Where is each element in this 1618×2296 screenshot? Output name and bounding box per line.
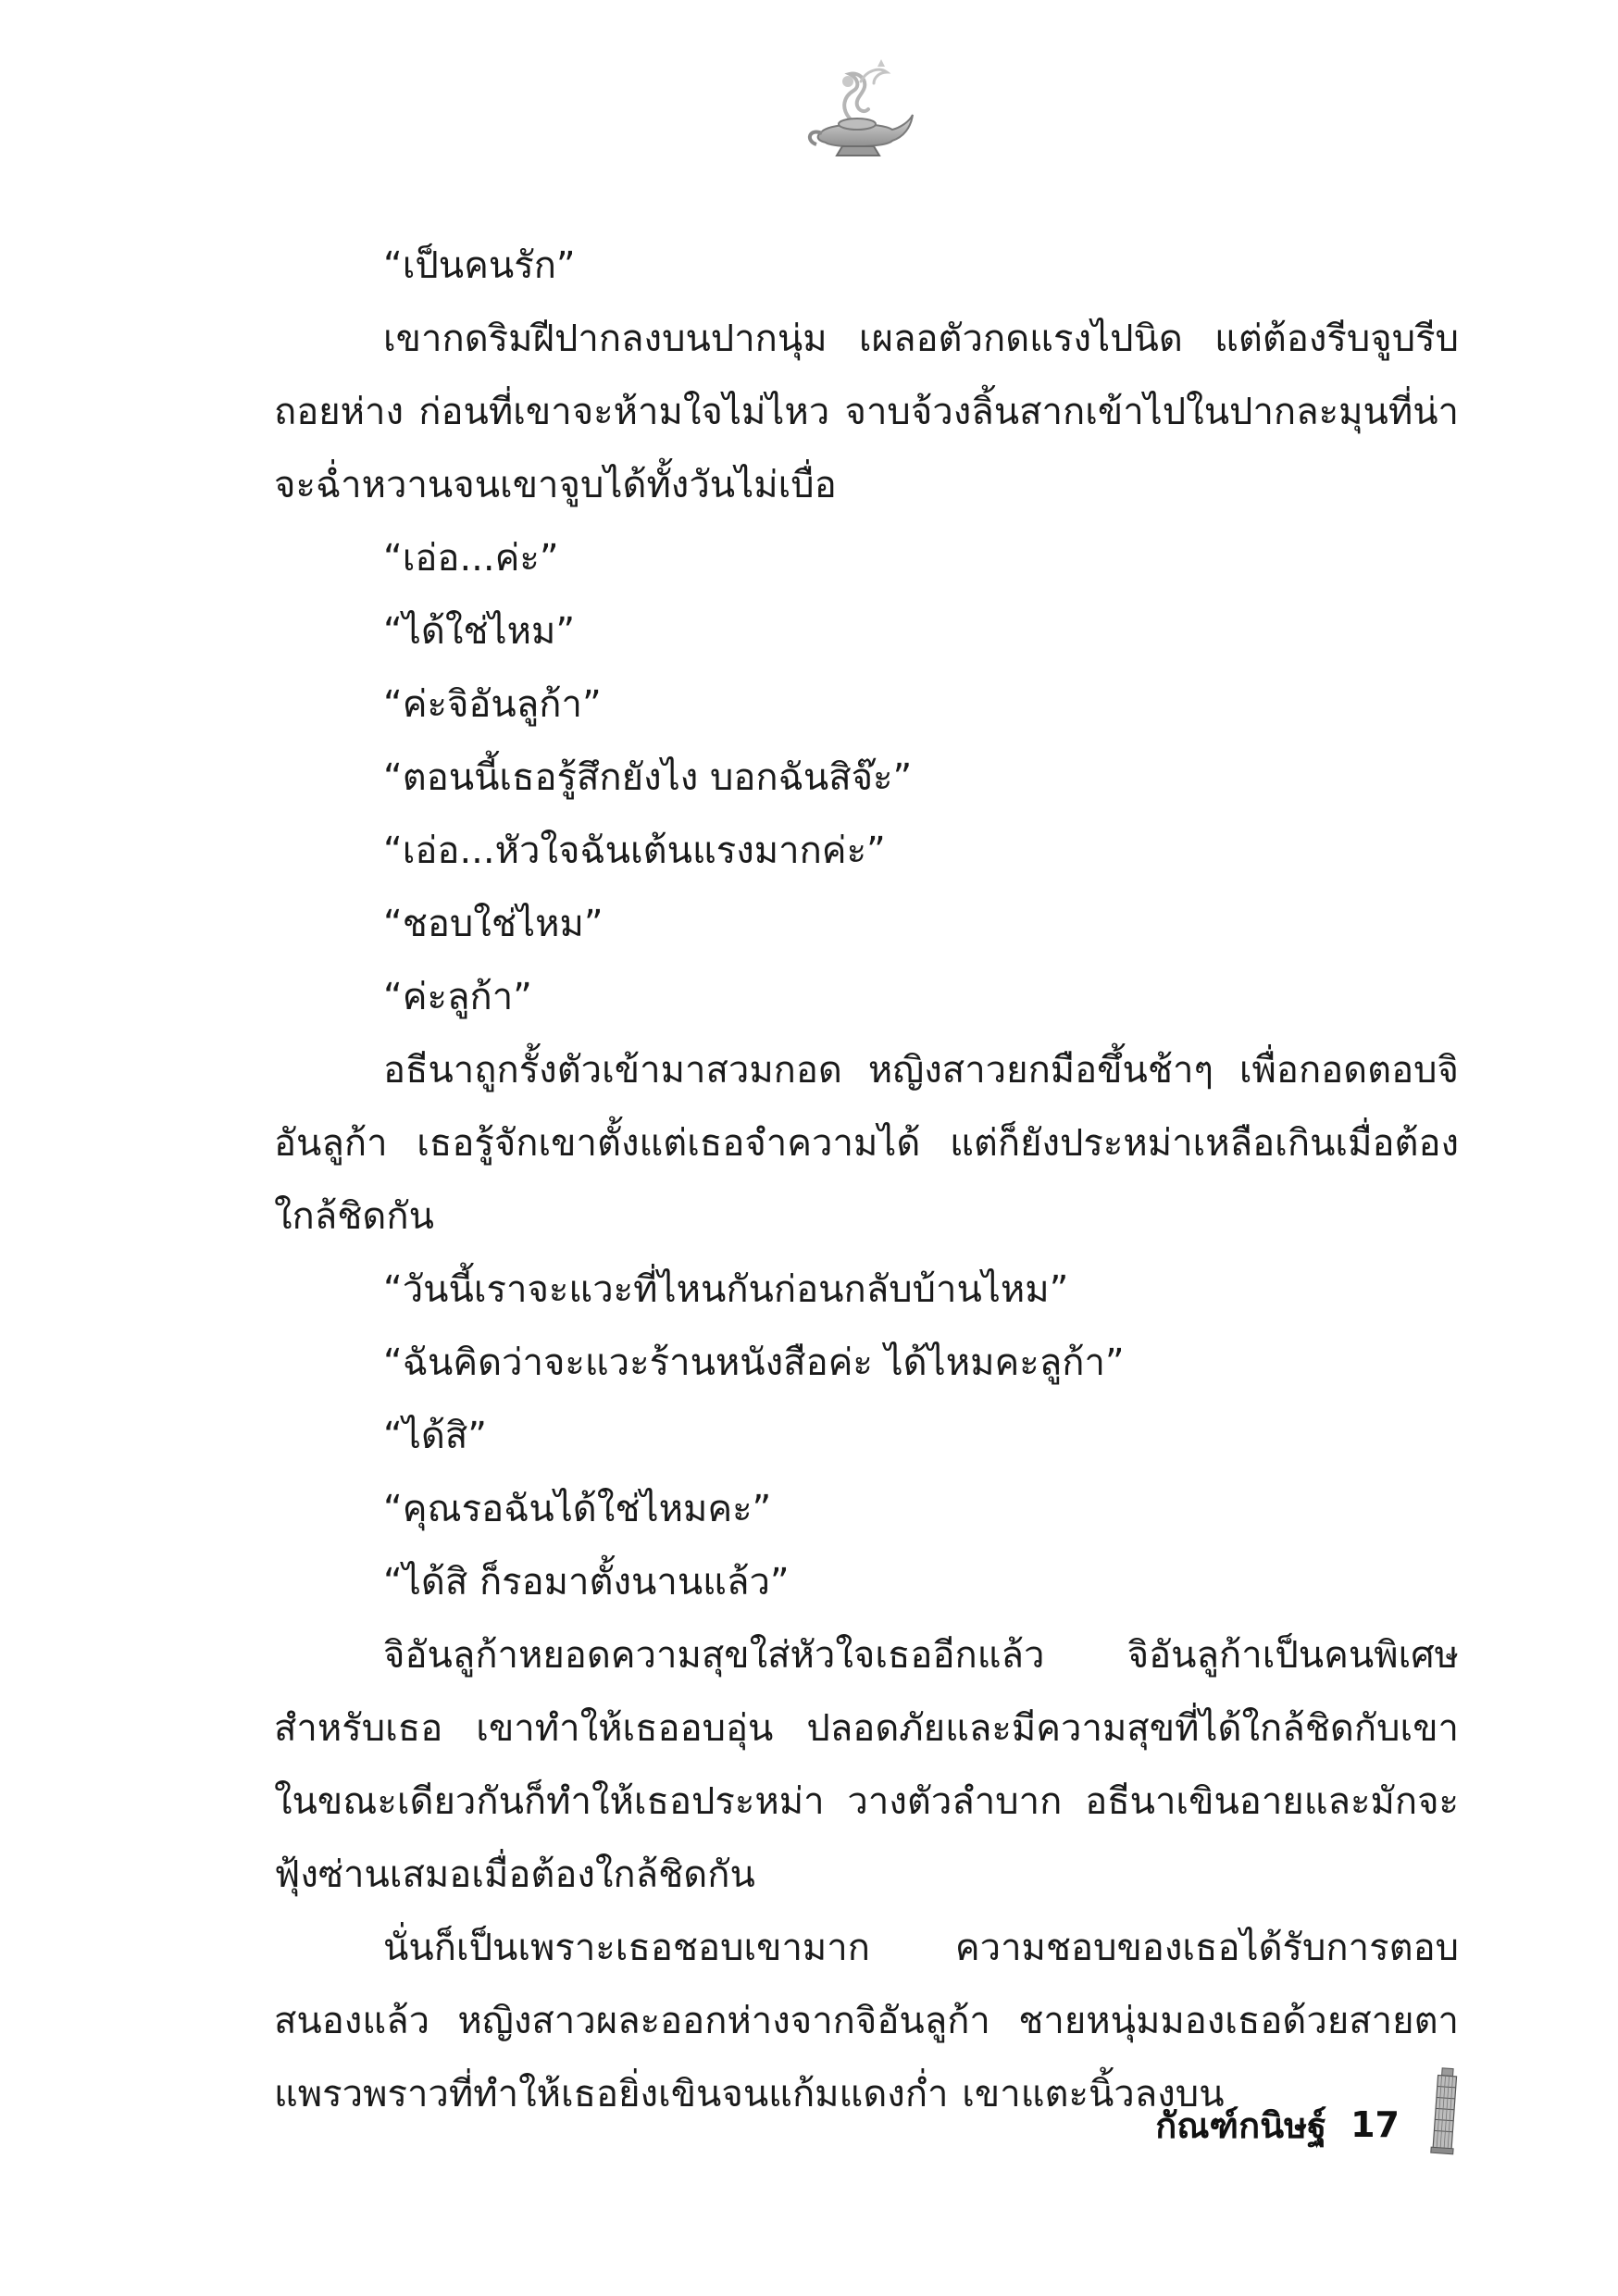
dialogue-line: “ฉันคิดว่าจะแวะร้านหนังสือค่ะ ได้ไหมคะลูก้า” (383, 1341, 1125, 1384)
page-number: 17 (1350, 2104, 1400, 2145)
genie-lamp-icon (796, 54, 916, 165)
page-body (274, 230, 1459, 2131)
paragraph: อธีนาถูกรั้งตัวเข้ามาสวมกอด หญิงสาวยกมือขึ้นช้าๆ เพื่อกอดตอบจิอันลูก้า เธอรู้จักเขาตั้งแต่เธอจำความได้ แต่ก็ยังประหม่าเหลือเกินเมื่อต้องใกล้ชิดกัน (274, 1049, 1459, 1238)
dialogue-line: “เป็นคนรัก” (383, 244, 576, 287)
book-title: กัณฑ์กนิษฐ์ (1155, 2104, 1327, 2146)
dialogue-line: “ได้สิ ก็รอมาตั้งนานแล้ว” (383, 1561, 790, 1603)
dialogue-line: “เอ่อ...ค่ะ” (383, 537, 559, 580)
paragraph: นั่นก็เป็นเพราะเธอชอบเขามาก ความชอบของเธอได้รับการตอบสนองแล้ว หญิงสาวผละออกห่างจากจิอันลูก้า ชายหนุ่มมองเธอด้วยสายตาแพรวพราวที่ทำให้เธอยิ่งเขินจนแก้มแดงก่ำ เขาแตะนิ้วลงบน (274, 1927, 1459, 2115)
paragraph: เขากดริมฝีปากลงบนปากนุ่ม เผลอตัวกดแรงไปนิด แต่ต้องรีบจูบรีบถอยห่าง ก่อนที่เขาจะห้ามใจไม่ไหว จาบจ้วงลิ้นสากเข้าไปในปากละมุนที่น่าจะฉ่ำหวานจนเขาจูบได้ทั้งวันไม่เบื่อ (274, 318, 1459, 506)
dialogue-line: “ค่ะจิอันลูก้า” (383, 683, 602, 726)
dialogue-line: “ได้สิ” (383, 1415, 487, 1457)
dialogue-line: “ค่ะลูก้า” (383, 976, 532, 1018)
dialogue-line: “ได้ใช่ไหม” (383, 610, 576, 653)
dialogue-line: “เอ่อ...หัวใจฉันเต้นแรงมากค่ะ” (383, 830, 886, 872)
dialogue-line: “ตอนนี้เธอรู้สึกยังไง บอกฉันสิจ๊ะ” (383, 756, 913, 799)
dialogue-line: “ชอบใช่ไหม” (383, 903, 604, 945)
paragraph: จิอันลูก้าหยอดความสุขใส่หัวใจเธออีกแล้ว จิอันลูก้าเป็นคนพิเศษสำหรับเธอ เขาทำให้เธออบอุ่น ปลอดภัยและมีความสุขที่ได้ใกล้ชิดกับเขาในขณะเดียวกันก็ทำให้เธอประหม่า วางตัวลำบาก อธีนาเขินอายและมักจะฟุ้งซ่านเสมอเมื่อต้องใกล้ชิดกัน (274, 1634, 1459, 1896)
leaning-tower-icon (1424, 2066, 1461, 2155)
dialogue-line: “คุณรอฉันได้ใช่ไหมคะ” (383, 1488, 772, 1530)
dialogue-line: “วันนี้เราจะแวะที่ไหนกันก่อนกลับบ้านไหม” (383, 1268, 1069, 1311)
page-footer (1155, 2094, 1461, 2155)
